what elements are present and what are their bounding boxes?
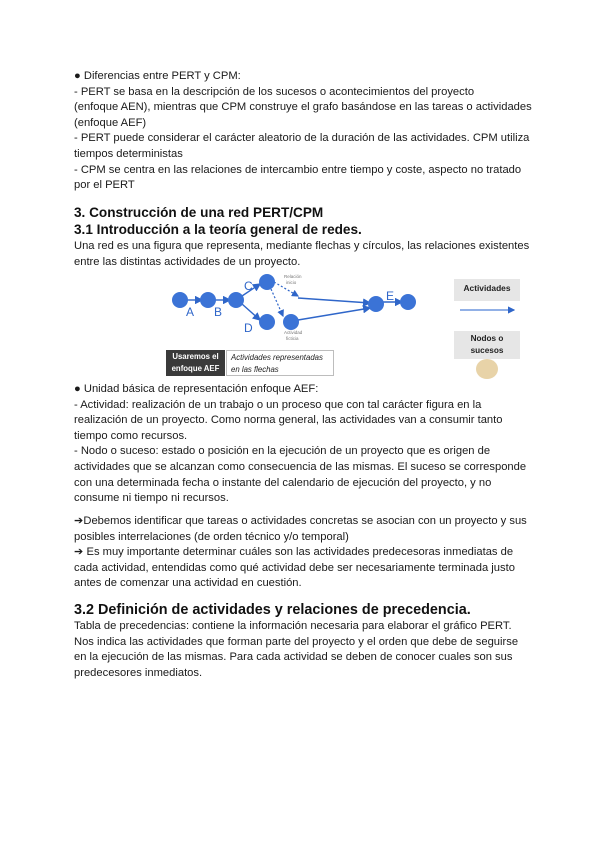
text-line: por el PERT <box>74 179 135 192</box>
text-line: (enfoque AEN), mientras que CPM construye el grafo basándose en las tareas o actividades <box>74 101 532 114</box>
activity-arrow-legend <box>454 303 524 317</box>
text-line: Tabla de precedencias: contiene la información necesaria para elaborar el gráfico PERT. <box>74 620 512 632</box>
tiny-label: Relación <box>284 274 302 279</box>
network-graph <box>166 270 456 350</box>
text-line: - PERT puede considerar el carácter aleatorio de la duración de las actividades. CPM utiliza <box>74 132 530 145</box>
section-title: 3. Construcción de una red PERT/CPM <box>74 205 324 220</box>
text-line: en la ejecución de las mismas. Para cada actividad se deben de conocer cuales son sus <box>74 651 513 664</box>
actividades-label: Actividades <box>463 283 511 293</box>
text-line: ➔ Es muy importante determinar cuáles son las actividades predecesoras inmediatas de <box>74 546 514 559</box>
text-line: - Actividad: realización de un trabajo o un proceso que con tal carácter figura en la <box>74 398 482 411</box>
tiny-label: inicio <box>286 280 297 285</box>
text-line: ➔Debemos identificar que tareas o actividades concretas se asocian con un proyecto y sus <box>74 515 527 527</box>
node-circle <box>228 292 244 308</box>
actividades-legend-box <box>454 279 520 301</box>
text-line: con una determinada fecha o instante del calendario de ejecución del proyecto, y no <box>74 476 492 489</box>
arrow-note-box <box>226 350 334 376</box>
text-line: Una red es una figura que representa, mediante flechas y círculos, las relaciones existentes <box>74 240 530 252</box>
event-node-legend <box>472 358 502 380</box>
node-label-a: A <box>186 305 195 319</box>
differences-list <box>74 69 532 194</box>
pert-network-figure <box>166 270 516 380</box>
aef-note-box <box>166 350 225 376</box>
text-line: realización de un proyecto. Como norma general, las actividades van a consumir tanto <box>74 414 503 427</box>
subsection-title: 3.1 Introducción a la teoría general de redes. <box>74 222 362 237</box>
text-line: ● Unidad básica de representación enfoque AEF: <box>74 383 319 395</box>
tiny-label: ficticia <box>286 336 299 341</box>
notes-list <box>74 514 527 592</box>
edge-dummy <box>271 289 283 316</box>
nodos-legend-box <box>454 331 520 359</box>
text-line: antes de comenzar una actividad en cuestión. <box>74 577 302 590</box>
precedence-paragraph <box>74 619 518 681</box>
text-line: - PERT se basa en la descripción de los sucesos o acontecimientos del proyecto <box>74 85 475 98</box>
text-line: consume ni tiempo ni recursos. <box>74 492 229 505</box>
arrow-note-label: Actividades representadas en las flechas <box>231 353 323 374</box>
text-line: - Nodo o suceso: estado o posición en la ejecución de un proyecto que es origen de <box>74 445 491 458</box>
text-line: predecesores inmediatos. <box>74 666 203 679</box>
text-line: entre las distintas actividades de un proyecto. <box>74 255 301 268</box>
edge-e <box>298 298 370 303</box>
edge-de <box>298 308 370 320</box>
node-label-c: C <box>244 279 253 293</box>
node-circle <box>259 314 275 330</box>
node-circle <box>283 314 299 330</box>
tiny-label: Actividad <box>284 330 303 335</box>
node-circle <box>259 274 275 290</box>
intro-paragraph <box>74 239 529 270</box>
text-line: - CPM se centra en las relaciones de intercambio entre tiempo y coste, aspecto no tratado <box>74 163 522 176</box>
section-title: 3.2 Definición de actividades y relaciones de precedencia. <box>74 602 471 618</box>
text-line: tiempos deterministas <box>74 147 183 160</box>
text-line: tiempo como recursos. <box>74 429 188 442</box>
text-line: actividades que se alcanzan como consecuencia de las mismas. El suceso se corresponde <box>74 460 527 473</box>
text-line: cada actividad, entendidas como qué actividad debe ser necesariamente terminada justo <box>74 561 515 574</box>
text-line: Nos indica las actividades que forman parte del proyecto y el orden que debe de seguirse <box>74 635 519 648</box>
node-circle <box>400 294 416 310</box>
section-3-header <box>74 204 362 238</box>
node-label-d: D <box>244 321 253 335</box>
unidad-basica-list <box>74 382 526 507</box>
aef-note-label: Usaremos el enfoque AEF <box>171 352 220 373</box>
section-3-2-header <box>74 602 471 619</box>
node-label-b: B <box>214 305 223 319</box>
text-line: (enfoque AEF) <box>74 116 147 129</box>
text-line: ● Diferencias entre PERT y CPM: <box>74 70 241 82</box>
node-circle <box>368 296 384 312</box>
edge-d <box>242 304 260 320</box>
text-line: posibles interrelaciones (de orden técnico y/o temporal) <box>74 530 349 543</box>
nodos-label: Nodos o sucesos <box>470 334 504 355</box>
node-label-e: E <box>386 289 395 303</box>
